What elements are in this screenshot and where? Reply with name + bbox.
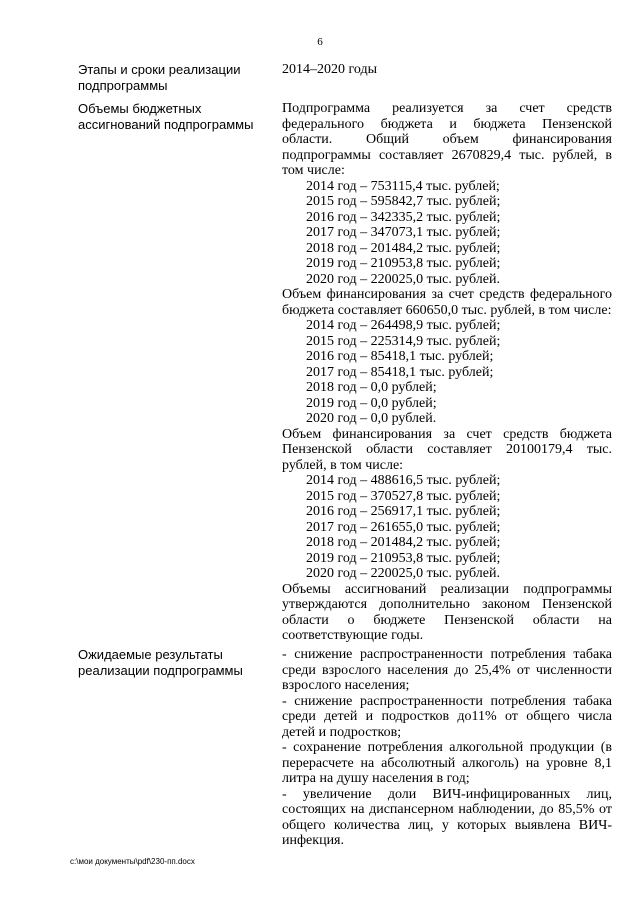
footer-file-path: c:\мои документы\pdf\230-пп.docx [70, 857, 195, 866]
regional-intro: Объем финансирования за счет средств бюджета Пензенской области составляет 20100179,4 тыс. рублей, в том числе: [282, 426, 612, 473]
federal-year-item: 2015 год – 225314,9 тыс. рублей; [306, 333, 501, 349]
total-year-item: 2018 год – 201484,2 тыс. рублей; [306, 240, 501, 256]
federal-year-item: 2019 год – 0,0 рублей; [306, 395, 437, 411]
federal-year-list [282, 318, 612, 427]
result-item: - снижение распространенности потребления табака среди взрослого населения до 25,4% от численности взрослого населения; [282, 647, 612, 693]
budget-intro: Подпрограмма реализуется за счет средств федерального бюджета и бюджета Пензенской области. Общий объем финансирования подпрограммы составляет 2670829,4 тыс. рублей, в том числе: [282, 101, 612, 178]
federal-year-item: 2014 год – 264498,9 тыс. рублей; [306, 318, 501, 333]
budget-closing: Объемы ассигнований реализации подпрограммы утверждаются дополнительно законом Пензенской области о бюджете Пензенской области на соответствующие годы. [282, 581, 612, 643]
total-year-item: 2017 год – 347073,1 тыс. рублей; [306, 225, 501, 240]
federal-year-item: 2018 год – 0,0 рублей; [306, 380, 437, 395]
federal-year-item: 2017 год – 85418,1 тыс. рублей; [306, 364, 494, 380]
federal-year-item: 2020 год – 0,0 рублей. [306, 411, 437, 426]
total-year-item: 2020 год – 220025,0 тыс. рублей. [306, 271, 500, 287]
regional-year-item: 2020 год – 220025,0 тыс. рублей. [306, 566, 500, 581]
regional-year-item: 2016 год – 256917,1 тыс. рублей; [306, 504, 501, 519]
total-year-item: 2019 год – 210953,8 тыс. рублей; [306, 256, 501, 271]
stages-label: Этапы и сроки реализации подпрограммы [78, 62, 241, 93]
regional-year-item: 2018 год – 201484,2 тыс. рублей; [306, 535, 501, 550]
results-content [282, 647, 612, 849]
regional-year-item: 2015 год – 370527,8 тыс. рублей; [306, 488, 501, 504]
regional-year-item: 2017 год – 261655,0 тыс. рублей; [306, 519, 501, 535]
result-item: - увеличение доли ВИЧ-инфицированных лиц, состоящих на диспансерном наблюдении, до 85,5% от общего количества лиц, у которых выявлена ВИЧ-инфекция. [282, 786, 612, 848]
federal-intro: Объем финансирования за счет средств федерального бюджета составляет 660650,0 тыс. рублей, в том числе: [282, 287, 612, 318]
results-label: Ожидаемые результаты реализации подпрограммы [78, 647, 243, 678]
federal-year-item: 2016 год – 85418,1 тыс. рублей; [306, 349, 494, 364]
budget-content [282, 101, 612, 644]
total-year-list [282, 179, 612, 288]
result-item: - снижение распространенности потребления табака среди детей и подростков до11% от общего числа детей и подростков; [282, 693, 612, 740]
result-item: - сохранение потребления алкогольной продукции (в перерасчете на абсолютный алкоголь) на уровне 8,1 литра на душу населения в год; [282, 740, 612, 786]
total-year-item: 2014 год – 753115,4 тыс. рублей; [306, 178, 500, 194]
total-year-item: 2016 год – 342335,2 тыс. рублей; [306, 209, 501, 225]
regional-year-list [282, 473, 612, 582]
total-year-item: 2015 год – 595842,7 тыс. рублей; [306, 194, 501, 209]
budget-label: Объемы бюджетных ассигнований подпрограммы [78, 101, 254, 132]
regional-year-item: 2019 год – 210953,8 тыс. рублей; [306, 550, 501, 566]
regional-year-item: 2014 год – 488616,5 тыс. рублей; [306, 473, 501, 488]
stages-value: 2014–2020 годы [282, 62, 378, 77]
page-number: 6 [317, 36, 323, 48]
